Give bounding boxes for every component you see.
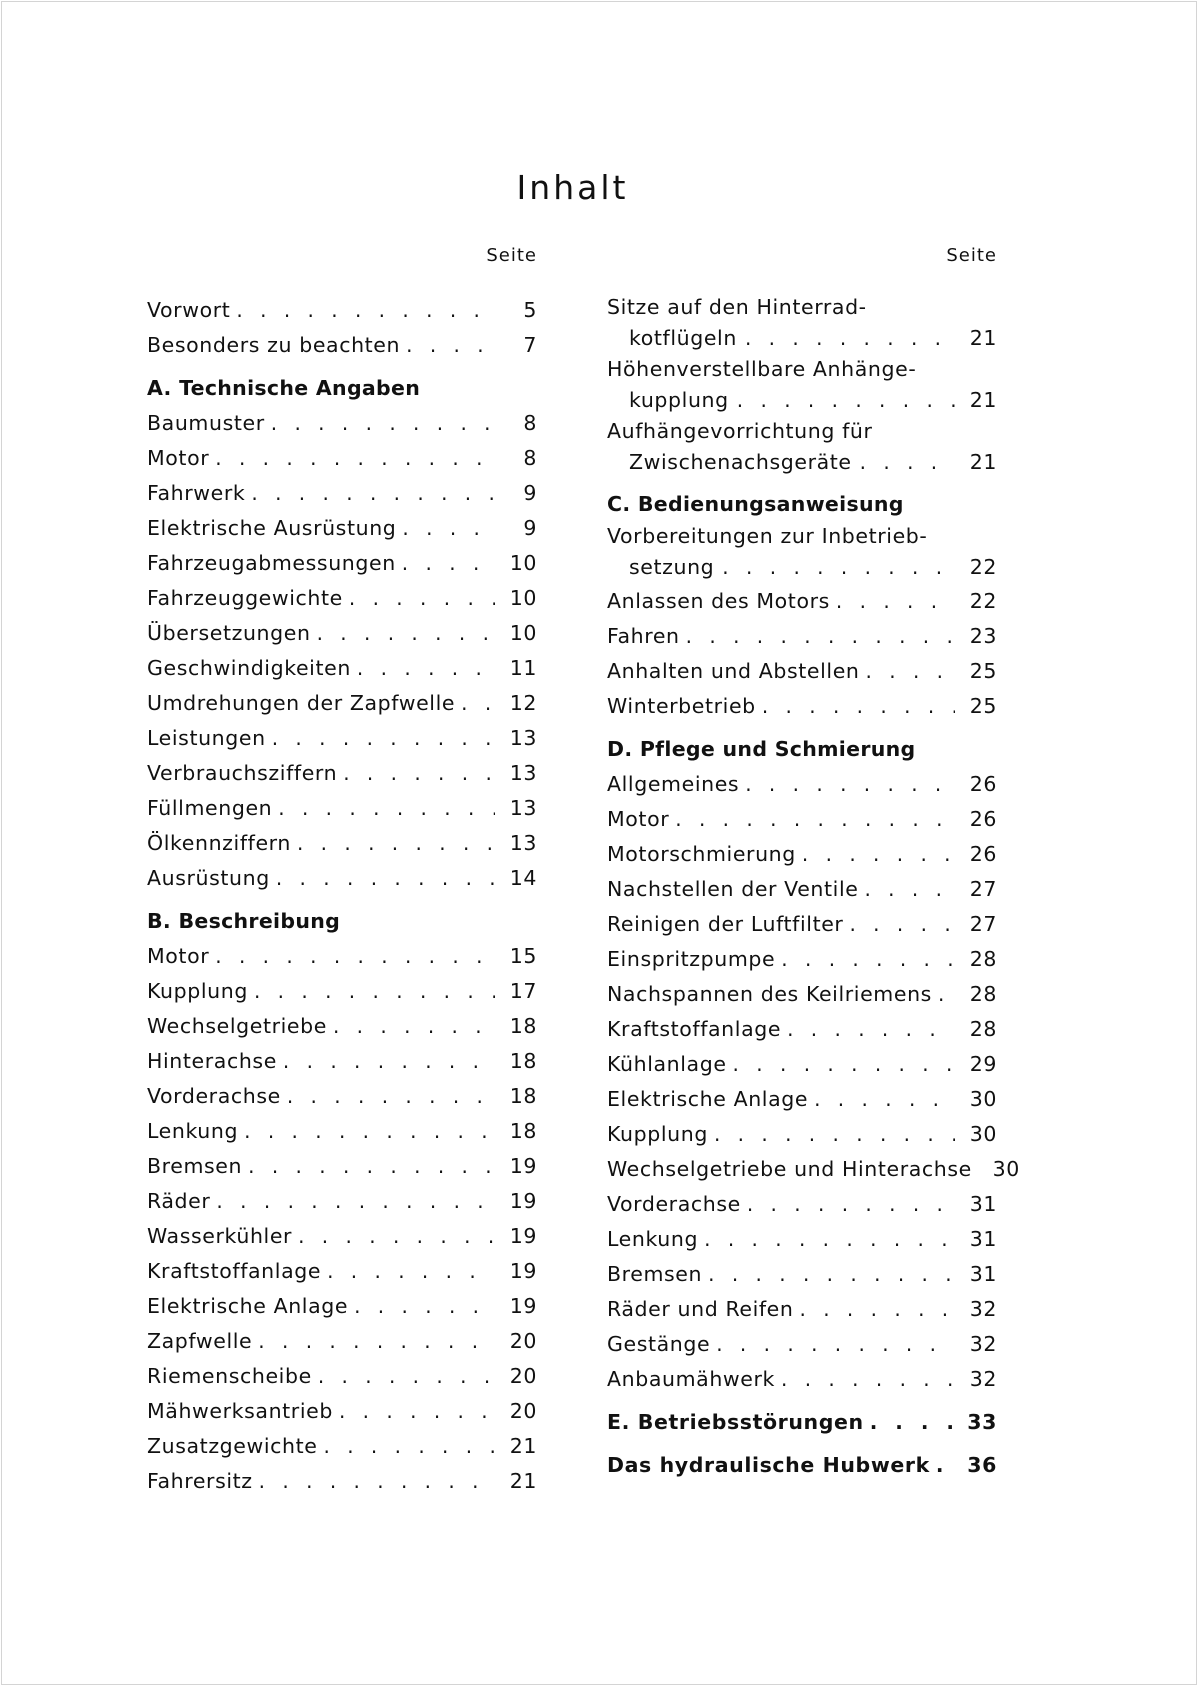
leader-dots	[259, 1464, 495, 1499]
leader-dots	[287, 1079, 495, 1114]
toc-entry-label: Vorwort	[147, 298, 231, 322]
toc-entry	[607, 1187, 997, 1222]
leader-dots	[278, 791, 495, 826]
toc-entry-label: Gestänge	[607, 1332, 711, 1356]
leader-dots	[283, 1044, 495, 1079]
toc-entry-label: Wasserkühler	[147, 1224, 293, 1248]
toc-page-number: 20	[509, 1364, 537, 1388]
toc-page-number: 28	[969, 1017, 997, 1041]
toc-section-d	[607, 767, 1020, 1397]
leader-dots	[864, 872, 955, 907]
toc-page-number: 21	[969, 326, 997, 350]
toc-entry-label: Bremsen	[607, 1262, 703, 1286]
toc-entry-label: Nachstellen der Ventile	[607, 877, 859, 901]
leader-dots	[272, 721, 495, 756]
leader-dots	[323, 1429, 495, 1464]
toc-entry-label-line2: kupplung	[629, 388, 729, 412]
toc-page-number: 18	[509, 1014, 537, 1038]
toc-page-number: 30	[969, 1122, 997, 1146]
section-heading-a: A. Technische Angaben	[147, 376, 421, 400]
toc-section-a	[147, 406, 537, 896]
toc-entry	[147, 1289, 537, 1324]
toc-page-number: 26	[969, 842, 997, 866]
toc-entry-section-e	[607, 1405, 997, 1440]
toc-entry	[607, 872, 997, 907]
toc-page-number: 19	[509, 1259, 537, 1283]
toc-entry-label: Kraftstoffanlage	[147, 1259, 322, 1283]
leader-dots	[675, 802, 955, 837]
toc-page-number: 36	[967, 1453, 997, 1477]
toc-page-number: 21	[509, 1469, 537, 1493]
toc-page-number: 11	[509, 656, 537, 680]
toc-page-number: 33	[967, 1410, 997, 1434]
toc-page-number: 13	[509, 726, 537, 750]
toc-page-number: 31	[969, 1262, 997, 1286]
toc-entry-label: E. Betriebsstörungen	[607, 1410, 864, 1434]
toc-page-number: 19	[509, 1224, 537, 1248]
toc-left-column	[147, 245, 537, 1499]
leader-dots	[271, 406, 495, 441]
leader-dots	[298, 1219, 495, 1254]
toc-entry-label: Lenkung	[607, 1227, 699, 1251]
toc-entry-label-line2: setzung	[629, 555, 715, 579]
toc-page-number: 30	[969, 1087, 997, 1111]
toc-entry	[607, 619, 997, 654]
toc-entry	[607, 522, 997, 584]
leader-dots	[747, 1187, 955, 1222]
toc-entry-label: Zusatzgewichte	[147, 1434, 318, 1458]
toc-entry-label: Mähwerksantrieb	[147, 1399, 333, 1423]
toc-entry	[147, 1254, 537, 1289]
toc-page-number: 10	[509, 586, 537, 610]
toc-entry-label-line2: kotflügeln	[629, 326, 737, 350]
toc-entry	[147, 441, 537, 476]
toc-entry-label-line1: Sitze auf den Hinterrad-	[607, 295, 867, 319]
toc-page-number: 28	[969, 982, 997, 1006]
toc-page-number: 18	[509, 1119, 537, 1143]
toc-entry-label: Nachspannen des Keilriemens	[607, 982, 932, 1006]
toc-entry-label: Allgemeines	[607, 772, 740, 796]
toc-entry-label: Vorderachse	[147, 1084, 281, 1108]
toc-entry	[607, 654, 997, 689]
toc-page-number: 22	[969, 589, 997, 613]
toc-entry-label: Anbaumähwerk	[607, 1367, 775, 1391]
toc-entry-label: Das hydraulische Hubwerk	[607, 1453, 930, 1477]
toc-page-number: 22	[969, 555, 997, 579]
toc-entry	[147, 1429, 537, 1464]
toc-page-number: 25	[969, 659, 997, 683]
toc-page-number: 13	[509, 796, 537, 820]
toc-entry-label-line1: Vorbereitungen zur Inbetrieb-	[607, 524, 928, 548]
toc-entry-label: Leistungen	[147, 726, 266, 750]
toc-entry	[147, 791, 537, 826]
toc-page-number: 5	[523, 298, 537, 322]
leader-dots	[866, 654, 955, 689]
toc-entry	[607, 1012, 997, 1047]
toc-entry	[607, 1082, 997, 1117]
toc-page-number: 10	[509, 621, 537, 645]
leader-dots	[938, 977, 955, 1012]
toc-right-column	[607, 245, 1020, 1483]
toc-page-number: 13	[509, 761, 537, 785]
leader-dots	[860, 445, 955, 479]
leader-dots	[781, 1362, 955, 1397]
toc-entry	[147, 511, 537, 546]
leader-dots	[802, 837, 955, 872]
toc-entry-label: Winterbetrieb	[607, 694, 756, 718]
toc-entry-label: Verbrauchsziffern	[147, 761, 338, 785]
toc-entry-label: Zapfwelle	[147, 1329, 253, 1353]
toc-page-number: 20	[509, 1399, 537, 1423]
toc-entry	[147, 1324, 537, 1359]
toc-entry	[607, 942, 997, 977]
toc-entry-label: Fahrzeugabmessungen	[147, 551, 396, 575]
toc-entry	[147, 756, 537, 791]
toc-page-number: 29	[969, 1052, 997, 1076]
leader-dots	[215, 441, 495, 476]
toc-entry	[147, 651, 537, 686]
toc-entry	[147, 1079, 537, 1114]
toc-page-number: 14	[509, 866, 537, 890]
toc-page-number: 31	[969, 1227, 997, 1251]
toc-page-number: 10	[509, 551, 537, 575]
leader-dots	[716, 1327, 955, 1362]
toc-entry-label: Räder und Reifen	[607, 1297, 794, 1321]
toc-entry	[607, 1327, 997, 1362]
toc-entry	[607, 1362, 997, 1397]
toc-entry-hubwerk	[607, 1448, 997, 1483]
toc-page-number: 19	[509, 1154, 537, 1178]
leader-dots	[936, 1448, 955, 1483]
toc-page-number: 26	[969, 807, 997, 831]
toc-entry-label: Motorschmierung	[607, 842, 796, 866]
toc-entry-label: Lenkung	[147, 1119, 239, 1143]
toc-entry-label: Kupplung	[147, 979, 248, 1003]
toc-entry-label: Räder	[147, 1189, 211, 1213]
toc-entry	[607, 689, 997, 724]
toc-page-number: 18	[509, 1084, 537, 1108]
leader-dots	[258, 1324, 495, 1359]
leader-dots	[781, 942, 955, 977]
toc-entry-label: Motor	[147, 446, 210, 470]
toc-entry-label: Fahrwerk	[147, 481, 246, 505]
leader-dots	[722, 550, 955, 584]
toc-page-number: 26	[969, 772, 997, 796]
toc-section-b-continued	[607, 293, 997, 479]
toc-entry	[147, 1359, 537, 1394]
leader-dots	[317, 616, 495, 651]
leader-dots	[704, 1222, 955, 1257]
leader-dots	[686, 619, 955, 654]
toc-entry-label: Anlassen des Motors	[607, 589, 830, 613]
page-title: Inhalt	[516, 168, 629, 207]
leader-dots	[787, 1012, 955, 1047]
leader-dots	[215, 939, 495, 974]
leader-dots	[461, 686, 495, 721]
leader-dots	[870, 1405, 955, 1440]
leader-dots	[354, 1289, 495, 1324]
toc-entry	[147, 581, 537, 616]
leader-dots	[849, 907, 955, 942]
toc-page-number: 19	[509, 1294, 537, 1318]
toc-entry	[147, 1044, 537, 1079]
leader-dots	[339, 1394, 495, 1429]
toc-page-number: 25	[969, 694, 997, 718]
toc-entry	[607, 293, 997, 355]
toc-page-number: 32	[969, 1367, 997, 1391]
leader-dots	[318, 1359, 495, 1394]
leader-dots	[343, 756, 495, 791]
toc-entry-label: Kühlanlage	[607, 1052, 727, 1076]
toc-section-c	[607, 584, 997, 724]
toc-entry-label: Reinigen der Luftfilter	[607, 912, 844, 936]
toc-page-number: 9	[523, 516, 537, 540]
toc-page-number: 32	[969, 1297, 997, 1321]
toc-entry-label: Motor	[607, 807, 670, 831]
toc-entry-label: Elektrische Ausrüstung	[147, 516, 397, 540]
toc-entry	[147, 1184, 537, 1219]
toc-entry	[147, 939, 537, 974]
leader-dots	[733, 1047, 955, 1082]
toc-entry	[147, 406, 537, 441]
toc-entry	[147, 1114, 537, 1149]
toc-entry-label: Baumuster	[147, 411, 265, 435]
toc-entry	[147, 546, 537, 581]
toc-entry-label: Wechselgetriebe	[147, 1014, 327, 1038]
toc-page-number: 19	[509, 1189, 537, 1213]
toc-entry-label: Ausrüstung	[147, 866, 270, 890]
toc-entry	[607, 977, 997, 1012]
toc-entry-label: Fahrersitz	[147, 1469, 253, 1493]
section-heading-d: D. Pflege und Schmierung	[607, 737, 916, 761]
leader-dots	[836, 584, 955, 619]
toc-entry-label: Ölkennziffern	[147, 831, 291, 855]
toc-entry	[607, 1292, 997, 1327]
leader-dots	[745, 321, 955, 355]
toc-entry-label: Wechselgetriebe und Hinterachse	[607, 1157, 972, 1181]
toc-page-number: 12	[509, 691, 537, 715]
toc-entry	[607, 1152, 1020, 1187]
toc-entry	[147, 1219, 537, 1254]
section-heading-c: C. Bedienungsanweisung	[607, 492, 904, 516]
toc-page-number: 27	[969, 912, 997, 936]
toc-front-matter	[147, 293, 537, 363]
toc-page-number: 28	[969, 947, 997, 971]
toc-entry-label-line2: Zwischenachsgeräte	[629, 450, 852, 474]
toc-entry-label: Kraftstoffanlage	[607, 1017, 782, 1041]
toc-page-number: 20	[509, 1329, 537, 1353]
toc-entry-label: Riemenscheibe	[147, 1364, 312, 1388]
toc-entry-label-line1: Aufhängevorrichtung für	[607, 419, 873, 443]
toc-page-number: 13	[509, 831, 537, 855]
toc-page-number: 27	[969, 877, 997, 901]
toc-entry	[147, 1464, 537, 1499]
toc-page-number: 8	[523, 446, 537, 470]
toc-entry-label: Füllmengen	[147, 796, 273, 820]
toc-entry-label: Elektrische Anlage	[147, 1294, 349, 1318]
toc-entry	[147, 721, 537, 756]
leader-dots	[745, 767, 955, 802]
toc-section-b	[147, 939, 537, 1499]
toc-entry	[147, 826, 537, 861]
leader-dots	[737, 383, 955, 417]
leader-dots	[333, 1009, 495, 1044]
toc-entry-label: Einspritzpumpe	[607, 947, 776, 971]
toc-entry	[607, 1047, 997, 1082]
toc-entry	[147, 686, 537, 721]
toc-entry	[147, 1009, 537, 1044]
toc-entry	[147, 1149, 537, 1184]
toc-entry	[147, 476, 537, 511]
leader-dots	[327, 1254, 495, 1289]
toc-entry	[607, 767, 997, 802]
toc-entry-label: Bremsen	[147, 1154, 243, 1178]
toc-page-number: 30	[992, 1157, 1020, 1181]
leader-dots	[216, 1184, 495, 1219]
toc-entry-label: Umdrehungen der Zapfwelle	[147, 691, 456, 715]
toc-entry-label: Geschwindigkeiten	[147, 656, 351, 680]
leader-dots	[254, 974, 495, 1009]
toc-entry	[607, 1222, 997, 1257]
toc-entry-label: Motor	[147, 944, 210, 968]
toc-page-number: 18	[509, 1049, 537, 1073]
toc-entry-label: Anhalten und Abstellen	[607, 659, 860, 683]
leader-dots	[244, 1114, 495, 1149]
toc-entry	[607, 417, 997, 479]
toc-page-number: 8	[523, 411, 537, 435]
toc-entry-label: Elektrische Anlage	[607, 1087, 809, 1111]
leader-dots	[248, 1149, 495, 1184]
toc-page-number: 17	[509, 979, 537, 1003]
toc-page-number: 32	[969, 1332, 997, 1356]
leader-dots	[800, 1292, 956, 1327]
leader-dots	[714, 1117, 955, 1152]
toc-entry	[607, 584, 997, 619]
toc-entry	[147, 616, 537, 651]
toc-page-number: 23	[969, 624, 997, 648]
leader-dots	[236, 293, 495, 328]
toc-entry	[607, 1257, 997, 1292]
leader-dots	[406, 328, 495, 363]
leader-dots	[762, 689, 955, 724]
leader-dots	[814, 1082, 955, 1117]
toc-page-number: 21	[969, 450, 997, 474]
section-heading-b: B. Beschreibung	[147, 909, 341, 933]
toc-entry	[147, 974, 537, 1009]
leader-dots	[708, 1257, 955, 1292]
leader-dots	[349, 581, 495, 616]
toc-page-number: 21	[969, 388, 997, 412]
toc-entry	[147, 328, 537, 363]
toc-page-number: 21	[509, 1434, 537, 1458]
toc-page-number: 15	[509, 944, 537, 968]
toc-entry	[147, 293, 537, 328]
toc-page-number: 9	[523, 481, 537, 505]
toc-entry	[147, 1394, 537, 1429]
toc-entry	[607, 802, 997, 837]
leader-dots	[402, 546, 495, 581]
toc-entry-label: Fahrzeuggewichte	[147, 586, 343, 610]
leader-dots	[297, 826, 495, 861]
leader-dots	[357, 651, 495, 686]
leader-dots	[251, 476, 495, 511]
toc-entry-label-line1: Höhenverstellbare Anhänge-	[607, 357, 917, 381]
toc-entry	[607, 1117, 997, 1152]
toc-entry-label: Hinterachse	[147, 1049, 277, 1073]
toc-entry-label: Vorderachse	[607, 1192, 741, 1216]
toc-entry	[607, 355, 997, 417]
toc-entry	[147, 861, 537, 896]
seite-header-right: Seite	[946, 245, 997, 266]
toc-page-number: 7	[523, 333, 537, 357]
toc-entry-label: Besonders zu beachten	[147, 333, 401, 357]
toc-entry	[607, 837, 997, 872]
seite-header-left: Seite	[486, 245, 537, 266]
toc-entry	[607, 907, 997, 942]
toc-entry-label: Übersetzungen	[147, 621, 311, 645]
toc-page-number: 31	[969, 1192, 997, 1216]
leader-dots	[276, 861, 495, 896]
toc-entry-label: Kupplung	[607, 1122, 708, 1146]
toc-entry-label: Fahren	[607, 624, 680, 648]
leader-dots	[402, 511, 495, 546]
